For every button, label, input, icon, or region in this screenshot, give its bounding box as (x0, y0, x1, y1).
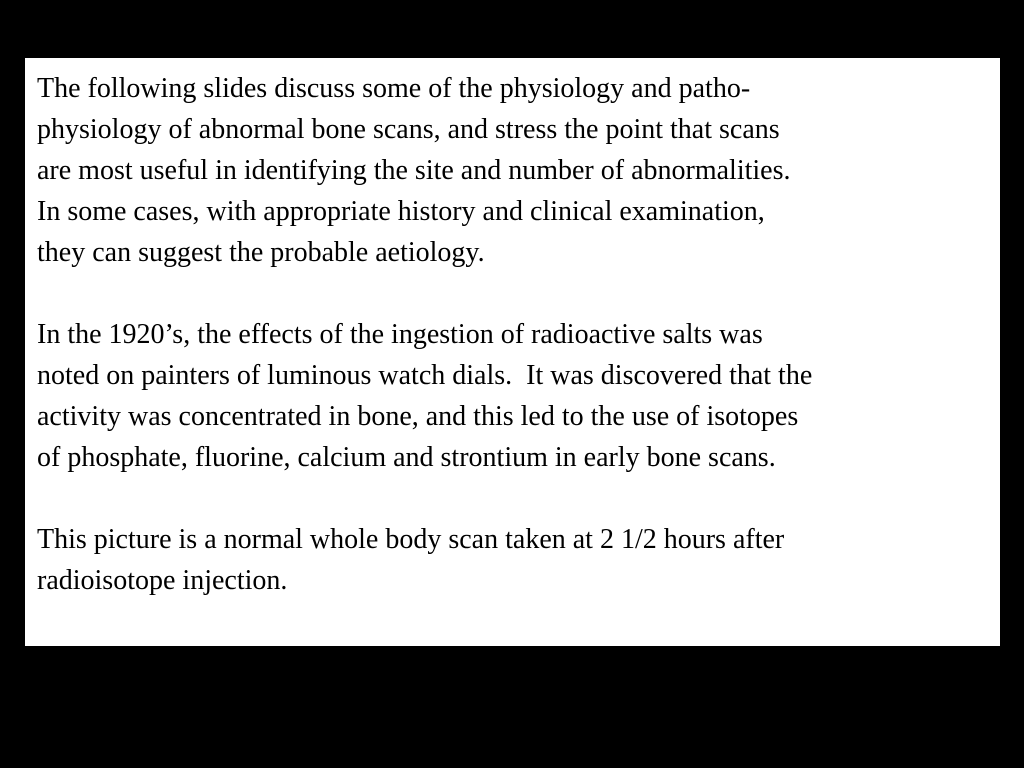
text-line: are most useful in identifying the site and number of abnormalities. (37, 155, 791, 186)
text-box (25, 58, 1000, 646)
paragraph-spacer (37, 478, 988, 519)
text-line: physiology of abnormal bone scans, and stress the point that scans (37, 114, 780, 145)
text-line: radioisotope injection. (37, 565, 288, 596)
paragraph-history (37, 314, 988, 478)
paragraph-picture-caption (37, 519, 988, 601)
text-line: activity was concentrated in bone, and this led to the use of isotopes (37, 401, 799, 432)
text-line: In some cases, with appropriate history and clinical examination, (37, 196, 765, 227)
text-line: In the 1920’s, the effects of the ingestion of radioactive salts was (37, 319, 763, 350)
paragraph-physiology-intro (37, 68, 988, 273)
text-line: noted on painters of luminous watch dials. It was discovered that the (37, 360, 813, 391)
text-line: The following slides discuss some of the physiology and patho- (37, 73, 751, 104)
text-line: of phosphate, fluorine, calcium and strontium in early bone scans. (37, 442, 776, 473)
paragraph-spacer (37, 273, 988, 314)
text-line: they can suggest the probable aetiology. (37, 237, 485, 268)
text-line: This picture is a normal whole body scan taken at 2 1/2 hours after (37, 524, 785, 555)
